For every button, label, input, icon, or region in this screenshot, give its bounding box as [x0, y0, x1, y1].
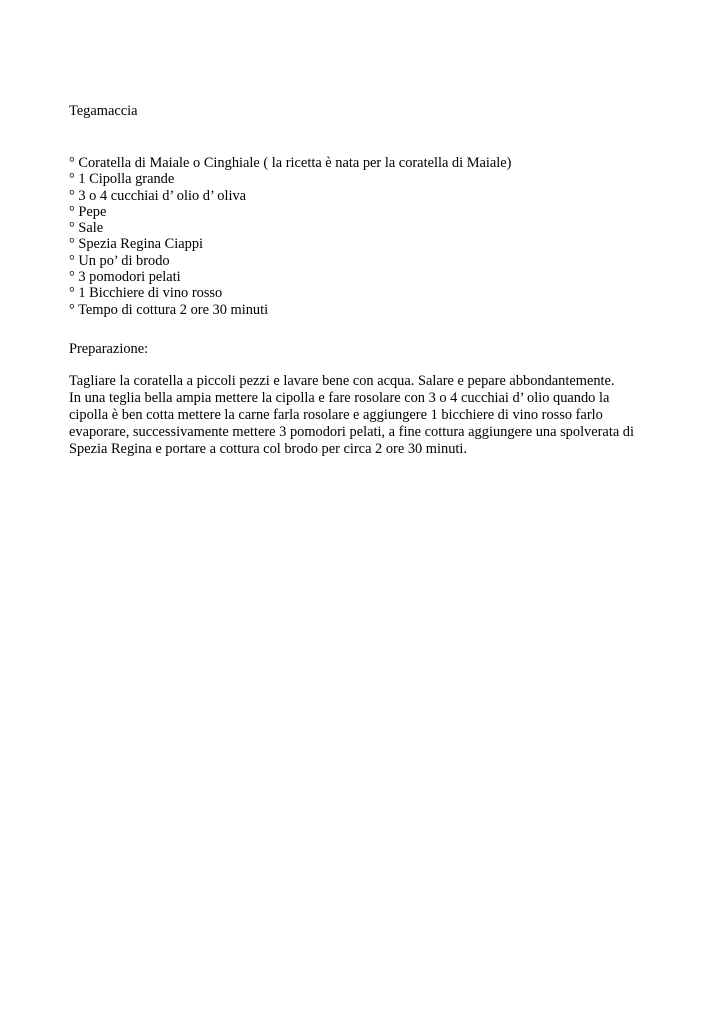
recipe-title: Tegamaccia [69, 103, 138, 119]
ingredient-item: ° 1 Cipolla grande [69, 171, 175, 188]
preparation-line: Tagliare la coratella a piccoli pezzi e lavare bene con acqua. Salare e pepare abbondantemente. [69, 373, 615, 389]
ingredient-item: ° 3 o 4 cucchiai d’ olio d’ oliva [69, 187, 247, 204]
ingredient-item: ° 3 pomodori pelati [69, 269, 181, 286]
ingredient-item: ° Un po’ di brodo [69, 252, 170, 269]
preparation-paragraph [69, 373, 634, 458]
ingredient-item: ° Pepe [69, 203, 107, 220]
ingredient-item: ° Spezia Regina Ciappi [69, 236, 204, 253]
ingredient-item: ° Coratella di Maiale o Cinghiale ( la ricetta è nata per la coratella di Maiale) [69, 155, 512, 171]
preparation-line: evaporare, successivamente mettere 3 pomodori pelati, a fine cottura aggiungere una spolverata di [69, 424, 635, 440]
ingredient-item: ° 1 Bicchiere di vino rosso [69, 285, 223, 302]
ingredient-item: ° Tempo di cottura 2 ore 30 minuti [69, 301, 269, 318]
ingredient-list [69, 155, 511, 318]
preparation-line: cipolla è ben cotta mettere la carne farla rosolare e aggiungere 1 bicchiere di vino rosso farlo [69, 407, 603, 423]
preparation-line: Spezia Regina e portare a cottura col brodo per circa 2 ore 30 minuti. [69, 441, 467, 457]
ingredient-item: ° Sale [69, 220, 104, 237]
preparation-line: In una teglia bella ampia mettere la cipolla e fare rosolare con 3 o 4 cucchiai d’ olio quando la [69, 390, 610, 406]
preparation-heading: Preparazione: [69, 341, 149, 357]
